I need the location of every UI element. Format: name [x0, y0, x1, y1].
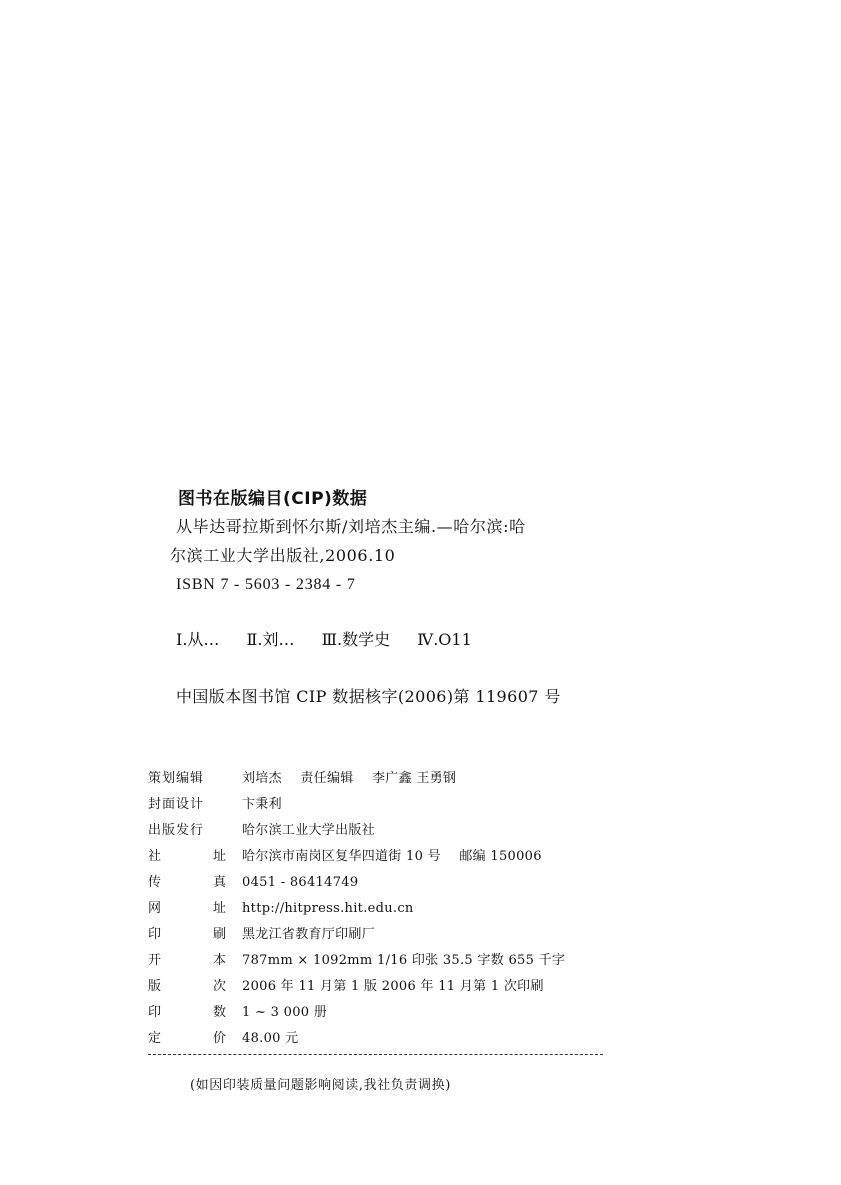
website-label-char-1: 网 [148, 901, 162, 916]
website: http://hitpress.hit.edu.cn [242, 901, 414, 916]
publisher: 哈尔滨工业大学出版社 [242, 823, 376, 838]
editors-value [242, 766, 456, 792]
fax: 0451 - 86414749 [242, 875, 359, 890]
website-label [148, 896, 226, 922]
address-label-char-1: 社 [148, 849, 162, 864]
fax-label-char-2: 真 [212, 875, 226, 890]
imprint-row-publisher [148, 818, 608, 844]
imprint-row-price [148, 1026, 608, 1052]
edition-label [148, 974, 226, 1000]
responsible-editors: 李广鑫 王勇钢 [371, 771, 457, 786]
address-label [148, 844, 226, 870]
divider-line [148, 1054, 603, 1055]
imprint-row-format [148, 948, 608, 974]
subject-heading-3: Ⅲ.数学史 [321, 630, 391, 649]
imprint-row-fax [148, 870, 608, 896]
cip-data-number: 中国版本图书馆 CIP 数据核字(2006)第 119607 号 [176, 687, 561, 706]
planning-editor-label: 策划编辑 [148, 771, 205, 786]
imprint-row-address [148, 844, 608, 870]
format: 787mm × 1092mm 1/16 印张 35.5 字数 655 千字 [242, 953, 566, 968]
printer-label [148, 922, 226, 948]
cip-record [170, 512, 590, 599]
publisher-label: 出版发行 [148, 823, 205, 838]
price-label-char-2: 价 [212, 1031, 226, 1046]
imprint-table [148, 766, 608, 1052]
responsible-editor-label: 责任编辑 [300, 771, 354, 786]
cover-designer: 卞秉利 [242, 797, 282, 812]
imprint-row-website [148, 896, 608, 922]
imprint-row-editors [148, 766, 608, 792]
fax-label [148, 870, 226, 896]
planning-editor: 刘培杰 [242, 771, 282, 786]
replacement-notice: (如因印装质量问题影响阅读,我社负责调换) [190, 1078, 451, 1093]
postcode: 邮编 150006 [459, 849, 542, 864]
price-label-char-1: 定 [148, 1031, 162, 1046]
address: 哈尔滨市南岗区复华四道街 10 号 [242, 849, 441, 864]
imprint-row-print-run [148, 1000, 608, 1026]
format-label [148, 948, 226, 974]
price-label [148, 1026, 226, 1052]
printer-label-char-2: 刷 [212, 927, 226, 942]
subject-heading-2: Ⅱ.刘… [246, 630, 295, 649]
print-run: 1 ~ 3 000 册 [242, 1005, 328, 1020]
address-value [242, 844, 542, 870]
website-label-char-2: 址 [212, 901, 226, 916]
imprint-row-cover-design [148, 792, 608, 818]
printer-label-char-1: 印 [148, 927, 162, 942]
print-run-label-char-1: 印 [148, 1005, 162, 1020]
imprint-row-edition [148, 974, 608, 1000]
subject-heading-1: Ⅰ.从… [176, 630, 220, 649]
edition: 2006 年 11 月第 1 版 2006 年 11 月第 1 次印刷 [242, 979, 544, 994]
address-label-char-2: 址 [212, 849, 226, 864]
isbn: ISBN 7 - 5603 - 2384 - 7 [176, 576, 356, 593]
cip-title: 图书在版编目(CIP)数据 [178, 489, 368, 509]
edition-label-char-2: 次 [212, 979, 226, 994]
cip-title-line-2: 尔滨工业大学出版社,2006.10 [170, 546, 396, 565]
printer: 黑龙江省教育厅印刷厂 [242, 927, 376, 942]
fax-label-char-1: 传 [148, 875, 162, 890]
cip-title-line-1: 从毕达哥拉斯到怀尔斯/刘培杰主编.—哈尔滨:哈 [176, 517, 526, 536]
cover-design-label: 封面设计 [148, 797, 205, 812]
imprint-row-printer [148, 922, 608, 948]
print-run-label-char-2: 数 [212, 1005, 226, 1020]
format-label-char-1: 开 [148, 953, 162, 968]
price: 48.00 元 [242, 1031, 299, 1046]
cip-subject-headings [176, 627, 494, 650]
print-run-label [148, 1000, 226, 1026]
subject-heading-4: Ⅳ.O11 [417, 630, 472, 649]
edition-label-char-1: 版 [148, 979, 162, 994]
format-label-char-2: 本 [212, 953, 226, 968]
